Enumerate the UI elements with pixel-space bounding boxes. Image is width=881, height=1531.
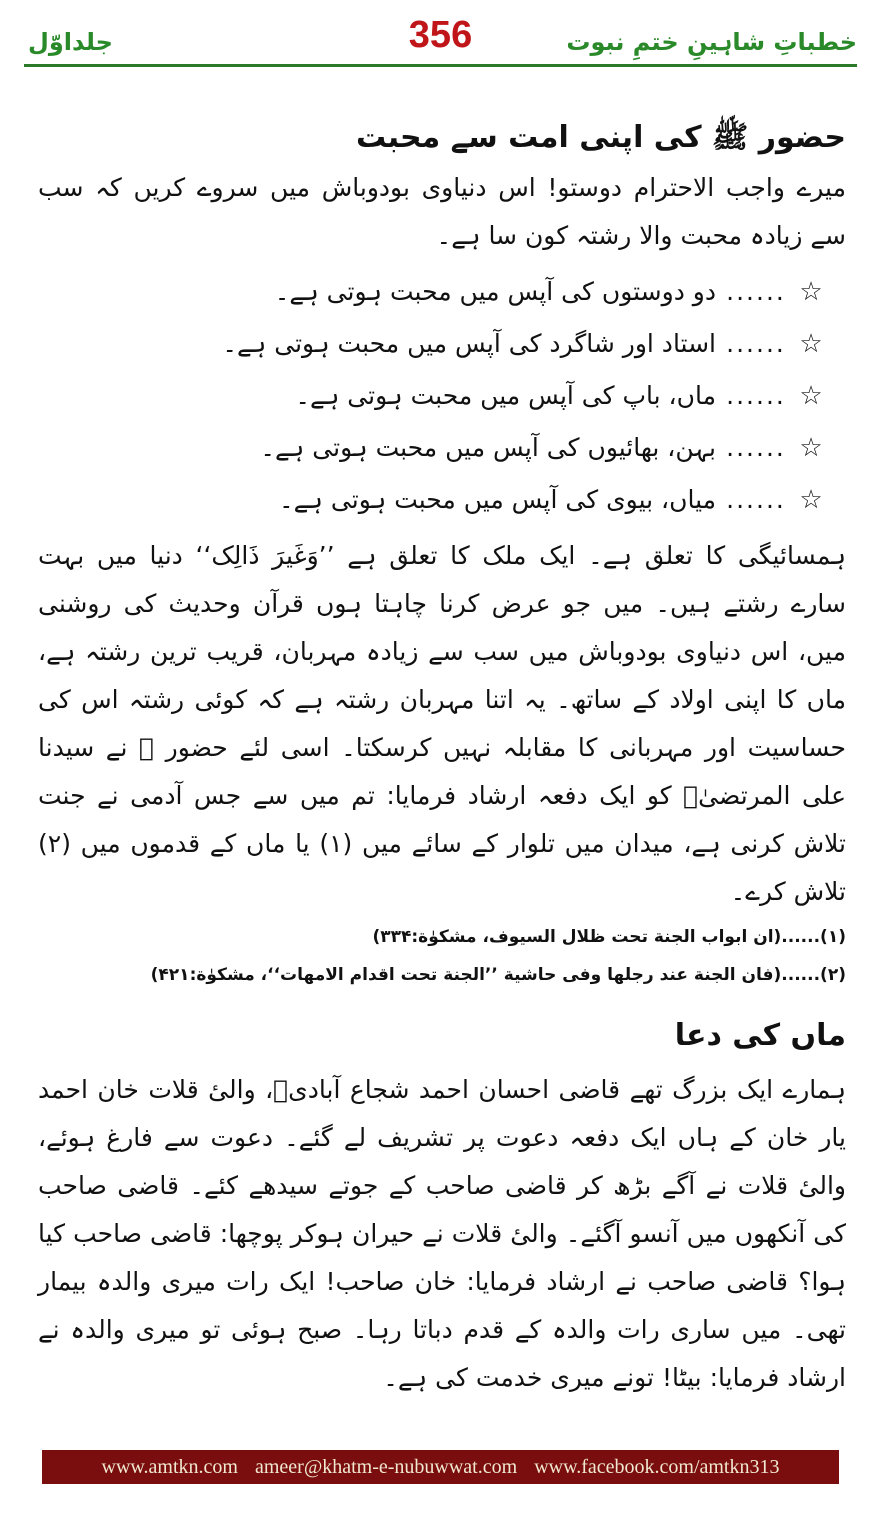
page-content bbox=[38, 112, 846, 1402]
star-icon: ☆ bbox=[799, 485, 823, 515]
leader-dots: ...... bbox=[726, 433, 786, 462]
star-icon: ☆ bbox=[799, 433, 823, 463]
section-heading-mother-prayer: ماں کی دعا bbox=[674, 1018, 846, 1053]
website-link[interactable]: www.amtkn.com bbox=[101, 1456, 238, 1478]
footnote-1: (۱)......(ان ابواب الجنة تحت ظلال السیوف، مشکوٰة:۳۳۴) bbox=[372, 927, 846, 947]
leader-dots: ...... bbox=[726, 485, 786, 514]
footnote-2: (۲)......(فان الجنة عند رجلها وفی حاشیة ’’الجنة تحت اقدام الامھات‘‘، مشکوٰة:۴۲۱) bbox=[150, 965, 846, 985]
star-icon: ☆ bbox=[799, 329, 823, 359]
body-paragraph: ہمسائیگی کا تعلق ہے۔ ایک ملک کا تعلق ہے ’’وَغَیرَ ذَالِک‘‘ دنیا میں بہت سارے رشتے ہیں۔ میں جو عرض کرنا چاہتا ہوں قرآن وحدیث کی روشنی میں، اس دنیاوی بودوباش میں سب سے زیادہ مہربان، قریب ترین رشتہ ہے، ماں کا اپنی اولاد کے ساتھ۔ یہ اتنا مہربان رشتہ ہے کہ کوئی رشتہ اس کی حساسیت اور مہربانی کا مقابلہ نہیں کرسکتا۔ اسی لئے حضور ﷺ نے سیدنا علی المرتضیٰؓ کو ایک دفعہ ارشاد فرمایا: تم میں سے جس آدمی نے جنت تلاش کرنی ہے، میدان میں تلوار کے سائے میں (۱) یا ماں کے قدموں میں (۲) تلاش کرے۔ bbox=[38, 541, 846, 906]
list-item bbox=[38, 474, 826, 526]
star-icon: ☆ bbox=[799, 381, 823, 411]
email-link[interactable]: ameer@khatm-e-nubuwwat.com bbox=[254, 1456, 518, 1478]
section-heading-ummah-love: حضور ﷺ کی اپنی امت سے محبت bbox=[355, 120, 846, 155]
list-item-text: دو دوستوں کی آپس میں محبت ہوتی ہے۔ bbox=[274, 277, 716, 306]
leader-dots: ...... bbox=[726, 381, 786, 410]
list-item bbox=[38, 370, 826, 422]
list-item bbox=[38, 422, 826, 474]
header-divider bbox=[24, 64, 857, 67]
leader-dots: ...... bbox=[726, 277, 786, 306]
leader-dots: ...... bbox=[726, 329, 786, 358]
page-footer bbox=[42, 1450, 839, 1484]
list-item-text: بہن، بھائیوں کی آپس میں محبت ہوتی ہے۔ bbox=[260, 433, 716, 462]
page-header bbox=[0, 0, 881, 72]
list-item-text: میاں، بیوی کی آپس میں محبت ہوتی ہے۔ bbox=[279, 485, 716, 514]
volume-label: جلداوّل bbox=[28, 28, 113, 56]
relationship-list bbox=[38, 266, 846, 526]
star-icon: ☆ bbox=[799, 277, 823, 307]
list-item-text: ماں، باپ کی آپس میں محبت ہوتی ہے۔ bbox=[295, 381, 716, 410]
facebook-link[interactable]: www.facebook.com/amtkn313 bbox=[534, 1456, 780, 1478]
story-paragraph: ہمارے ایک بزرگ تھے قاضی احسان احمد شجاع آبادیؒ، والیٔ قلات خان احمد یار خان کے ہاں ایک دفعہ دعوت پر تشریف لے گئے۔ دعوت سے فارغ ہوئے، والیٔ قلات نے آگے بڑھ کر قاضی صاحب کے جوتے سیدھے کئے۔ قاضی صاحب کی آنکھوں میں آنسو آگئے۔ والیٔ قلات نے حیران ہوکر پوچھا: قاضی صاحب کیا ہوا؟ قاضی صاحب نے ارشاد فرمایا: خان صاحب! ایک رات میری والدہ بیمار تھی۔ میں ساری رات والدہ کے قدم دباتا رہا۔ صبح ہوئی تو میری والدہ نے ارشاد فرمایا: بیٹا! تونے میری خدمت کی ہے۔ bbox=[38, 1075, 846, 1392]
list-item bbox=[38, 318, 826, 370]
list-item bbox=[38, 266, 826, 318]
page-number: 356 bbox=[408, 14, 473, 56]
intro-paragraph: میرے واجب الاحترام دوستو! اس دنیاوی بودوباش میں سروے کریں کہ سب سے زیادہ محبت والا رشتہ کون سا ہے۔ bbox=[38, 173, 846, 250]
list-item-text: استاد اور شاگرد کی آپس میں محبت ہوتی ہے۔ bbox=[222, 329, 716, 358]
book-title: خطباتِ شاہینِ ختمِ نبوت bbox=[566, 28, 857, 56]
